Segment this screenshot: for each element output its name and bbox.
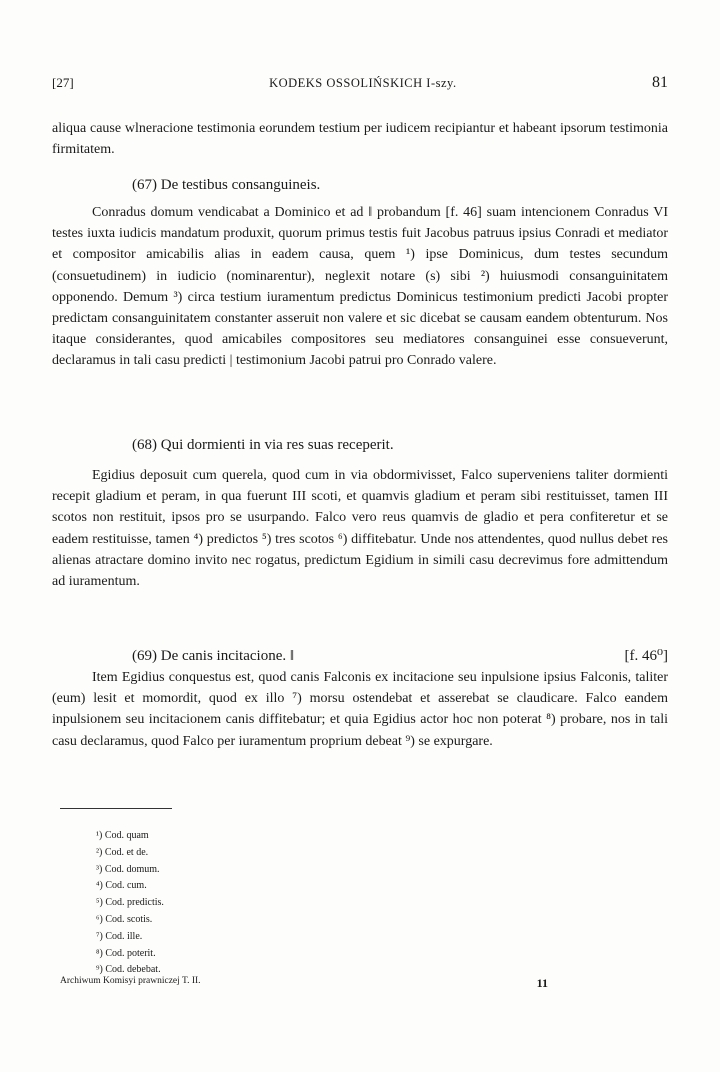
footnote: ⁶) Cod. scotis.: [96, 913, 153, 925]
section-67-heading: [52, 175, 668, 195]
section-67-title: (67) De testibus consanguineis.: [132, 177, 321, 193]
footnote: ⁵) Cod. predictis.: [96, 897, 164, 909]
section-69-title: (69) De canis incitacione. ‖: [132, 648, 295, 664]
footnote-list: [96, 828, 164, 979]
footer-signature: Archiwum Komisyi prawniczej T. II.: [60, 976, 201, 986]
folio-marker: [f. 46⁰]: [624, 648, 668, 664]
footnote: ⁸) Cod. poterit.: [96, 947, 156, 959]
section-68-title: (68) Qui dormienti in via res suas receperit.: [132, 437, 394, 453]
footnote: ²) Cod. et de.: [96, 846, 149, 858]
page-footer: [60, 976, 548, 991]
footnote: ⁹) Cod. debebat.: [96, 964, 161, 976]
section-69-heading: [52, 646, 668, 666]
page-number: 81: [652, 74, 668, 91]
header-title: KODEKS OSSOLIŃSKICH I-szy.: [269, 76, 457, 90]
running-header: [52, 74, 668, 92]
section-68-body: Egidius deposuit cum querela, quod cum in via obdormivisset, Falco superveniens taliter dormienti recepit gladium et peram, in qua fuerunt III scoti, et quamvis gladium et peram sibi restituisset, tamen III scotos non restituit, ipsos pro se usurpando. Falco vero reus quamvis de gladio et pera confiteretur et se eadem restituisse, tamen ⁴) predictos ⁵) tres scotos ⁶) diffitebatur. Unde nos attendentes, quod nullus debet res alienas atractare domino invito nec rogatus, predictum Egidium in simili casu decrevimus fore admittendum ad iuramentum.: [52, 468, 668, 590]
footnote-separator: [60, 808, 172, 809]
opening-paragraph: aliqua cause wlneracione testimonia eorundem testium per iudicem recipiantur et habeant ipsorum testimonia firmitatem.: [52, 121, 668, 158]
footnote: ⁷) Cod. ille.: [96, 930, 143, 942]
footnote: ³) Cod. domum.: [96, 863, 160, 875]
section-68-heading: [52, 435, 668, 455]
section-69-body: Item Egidius conquestus est, quod canis Falconis ex incitacione seu inpulsione ipsius Falconis, taliter (eum) lesit et momordit, quod ex illo ⁷) morsu ostendebat et asserebat se claudicare. Falco eandem inpulsionem seu incitacionem canis diffitebatur; et quia Egidius actor hoc non poterat ⁸) probare, nos in tali casu declaramus, quod Falco per iuramentum proprium debeat ⁹) se expurgare.: [52, 670, 668, 749]
signature-number: 11: [536, 976, 548, 990]
footnote: ¹) Cod. quam: [96, 830, 149, 841]
footnote: ⁴) Cod. cum.: [96, 880, 147, 892]
header-section-number: [27]: [52, 75, 74, 90]
section-67-body: Conradus domum vendicabat a Dominico et ad ‖ probandum [f. 46] suam intencionem Conradus VI testes iuxta iudicis mandatum produxit, quorum primus testis fuit Jacobus patruus ipsius Conradi et mediator et compositor amicabilis alias in eadem causa, quem ¹) ipse Dominicus, dum testes secundum (consuetudinem) in iudicio (nominarentur), neglexit notare (s) sibi ²) huiusmodi consanguinitatem opponendo. Demum ³) circa testium iuramentum predictus Dominicus testimonium predicti Jacobi propter predictam consanguinitatem constanter asseruit non valere et sic dicebat se causam eandem obtenturum. Nos itaque considerantes, quod amicabiles compositores seu mediatores consanguinei esse consueverunt, declaramus in tali casu predicti | testimonium Jacobi patrui pro Conrado valere.: [52, 205, 668, 369]
